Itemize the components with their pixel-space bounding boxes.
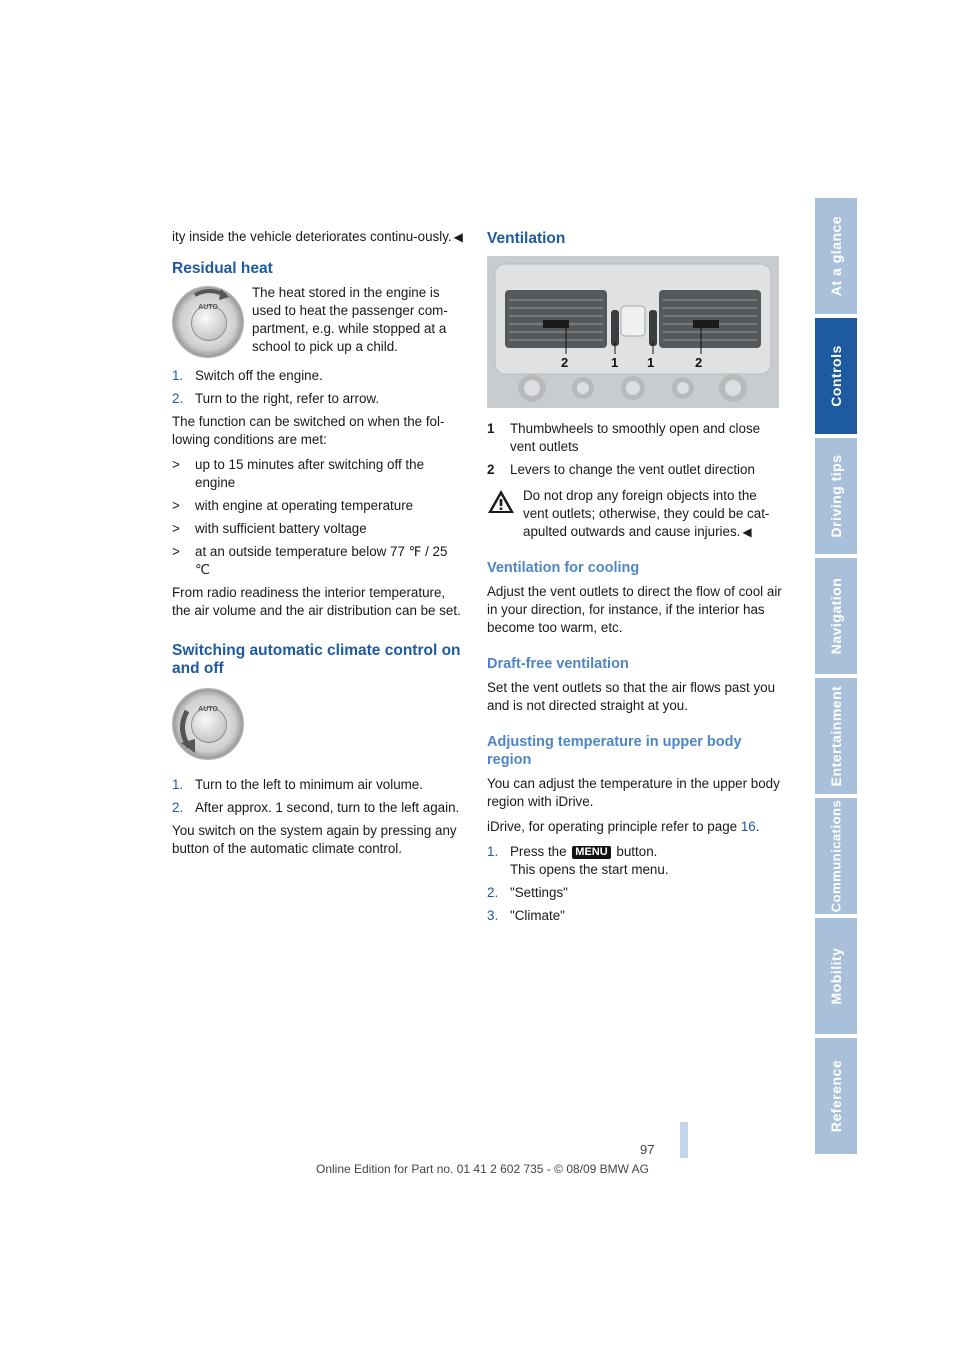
list-item: 2. Turn to the right, refer to arrow. bbox=[172, 391, 380, 406]
heading-residual-heat: Residual heat bbox=[172, 260, 273, 277]
page-number: 97 bbox=[640, 1142, 655, 1157]
arrow-left-icon bbox=[173, 689, 245, 761]
edition-footer: Online Edition for Part no. 01 41 2 602 735 - © 08/09 BMW AG bbox=[315, 1162, 650, 1176]
heading-switching-climate: Switching automatic climate control on and off bbox=[172, 642, 461, 677]
climate-knob-icon bbox=[172, 286, 244, 358]
tab-controls[interactable]: Controls bbox=[815, 318, 857, 436]
list-item: 1. Switch off the engine. bbox=[172, 368, 323, 383]
list-item: 2 Levers to change the vent outlet direction bbox=[487, 462, 755, 477]
warning-icon bbox=[487, 489, 515, 514]
end-mark: ◀ bbox=[742, 525, 752, 539]
tab-driving-tips[interactable]: Driving tips bbox=[815, 438, 857, 556]
list-item: > up to 15 minutes after switching off the engine bbox=[172, 457, 425, 490]
conditions-intro: The function can be switched on when the fol-lowing conditions are met: bbox=[172, 414, 445, 447]
cooling-text: Adjust the vent outlets to direct the flow of cool air in your direction, for instance, if the interior has become too warm, etc. bbox=[487, 584, 782, 635]
tab-at-a-glance[interactable]: At a glance bbox=[815, 198, 857, 316]
climate-knob-icon bbox=[172, 688, 244, 760]
heading-ventilation-cooling: Ventilation for cooling bbox=[487, 560, 640, 576]
tab-mobility[interactable]: Mobility bbox=[815, 918, 857, 1036]
upper-body-text: You can adjust the temperature in the upper body region with iDrive. bbox=[487, 776, 780, 809]
menu-button-icon: MENU bbox=[572, 846, 610, 859]
list-item: 2. "Settings" bbox=[487, 885, 568, 900]
tab-communications[interactable]: Communications bbox=[815, 798, 857, 916]
side-nav bbox=[815, 198, 857, 1160]
list-item: > at an outside temperature below 77 ℉ / 25 ℃ bbox=[172, 544, 448, 577]
vent-outlets-image bbox=[487, 256, 779, 408]
end-mark: ◀ bbox=[453, 230, 463, 244]
switch-on-text: You switch on the system again by pressing any button of the automatic climate control. bbox=[172, 823, 457, 856]
radio-readiness-text: From radio readiness the interior temperature, the air volume and the air distribution can be set. bbox=[172, 585, 461, 618]
figure-label: 2 bbox=[561, 355, 569, 370]
list-item: 1. Press the MENU button. This opens the start menu. bbox=[487, 844, 669, 877]
idrive-reference: iDrive, for operating principle refer to page 16. bbox=[487, 819, 760, 834]
heading-draft-free: Draft-free ventilation bbox=[487, 656, 629, 672]
warning-note: Do not drop any foreign objects into the vent outlets; otherwise, they could be cat-apulted outwards and cause injuries. ◀ bbox=[487, 487, 782, 541]
list-item: 3. "Climate" bbox=[487, 908, 565, 923]
heading-ventilation: Ventilation bbox=[487, 230, 566, 247]
left-column bbox=[172, 228, 464, 865]
dashboard-vents-illustration bbox=[487, 256, 779, 408]
tab-reference[interactable]: Reference bbox=[815, 1038, 857, 1156]
residual-heat-knob-image bbox=[172, 286, 244, 358]
list-item: 1 Thumbwheels to smoothly open and close vent outlets bbox=[487, 421, 761, 454]
list-item: 2. After approx. 1 second, turn to the left again. bbox=[172, 800, 460, 815]
intro-paragraph: ity inside the vehicle deteriorates continu-ously. ◀ bbox=[172, 229, 463, 244]
switching-knob-image bbox=[172, 688, 464, 768]
knob-auto-label: AUTO bbox=[198, 304, 218, 311]
tab-entertainment[interactable]: Entertainment bbox=[815, 678, 857, 796]
tab-navigation[interactable]: Navigation bbox=[815, 558, 857, 676]
residual-heat-text: The heat stored in the engine is used to heat the passenger com-partment, e.g. while stopped at a school to pick up a child. bbox=[252, 286, 448, 354]
figure-label: 1 bbox=[611, 355, 619, 370]
figure-label: 1 bbox=[647, 355, 655, 370]
right-column bbox=[487, 228, 782, 930]
arrow-right-icon bbox=[173, 287, 245, 359]
footer-bar bbox=[680, 1122, 688, 1158]
knob-auto-label: AUTO bbox=[198, 706, 218, 713]
heading-upper-body: Adjusting temperature in upper body region bbox=[487, 734, 742, 768]
figure-label: 2 bbox=[695, 355, 703, 370]
list-item: > with engine at operating temperature bbox=[172, 498, 414, 513]
draft-free-text: Set the vent outlets so that the air flows past you and is not directed straight at you. bbox=[487, 680, 776, 713]
residual-heat-intro bbox=[172, 286, 464, 363]
list-item: 1. Turn to the left to minimum air volume. bbox=[172, 777, 423, 792]
list-item: > with sufficient battery voltage bbox=[172, 521, 367, 536]
page-link[interactable]: 16 bbox=[740, 819, 756, 834]
